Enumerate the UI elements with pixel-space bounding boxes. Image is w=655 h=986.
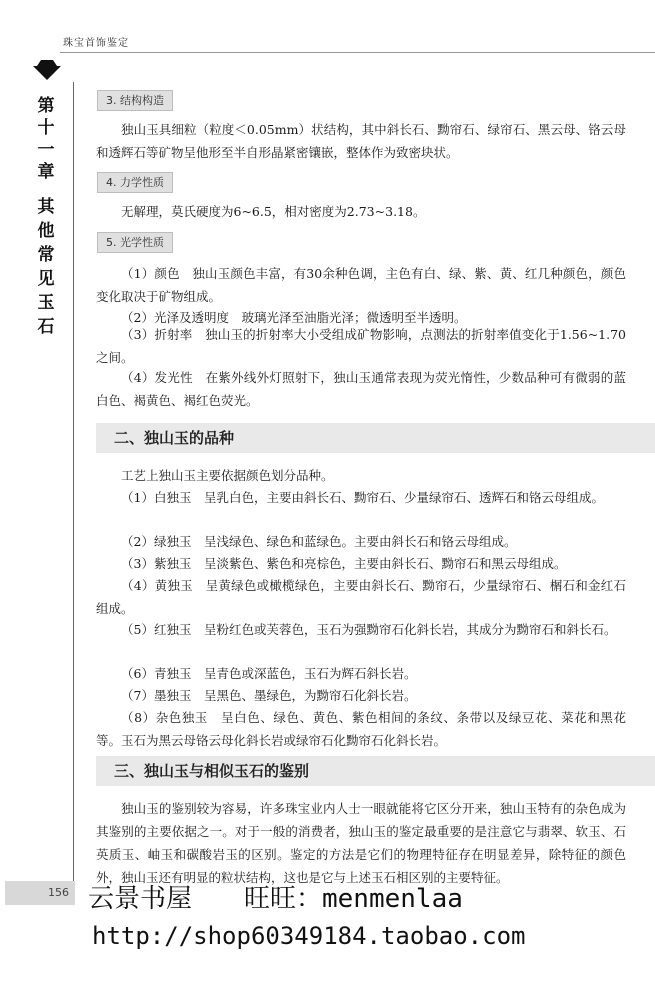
list-item-variety: （1）白独玉 呈乳白色，主要由斜长石、黝帘石、少量绿帘石、透辉石和铬云母组成。 (121, 490, 604, 505)
watermark-shop-name: 云景书屋 旺旺：menmenlaa (88, 884, 463, 914)
list-item-variety: （7）墨独玉 呈黑色、墨绿色，为黝帘石化斜长岩。 (121, 688, 417, 703)
list-item-variety: （2）绿独玉 呈浅绿色、绿色和蓝绿色。主要由斜长石和铬云母组成。 (121, 534, 517, 549)
paragraph-optical-color: （1）颜色 独山玉颜色丰富，有30余种色调，主色有白、绿、紫、黄、红几种颜色，颜色变化取决于矿物组成。 (96, 266, 626, 304)
page-number: 156 (5, 881, 75, 905)
list-item-variety: （8）杂色独玉 呈白色、绿色、黄色、紫色相间的条纹、条带以及绿豆花、菜花和黑花等。玉石为黑云母铬云母化斜长岩或绿帘石化黝帘石化斜长岩。 (96, 710, 626, 748)
watermark-shop-url: http://shop60349184.taobao.com (92, 922, 526, 950)
list-item-variety: （5）红独玉 呈粉红色或芙蓉色，玉石为强黝帘石化斜长岩，其成分为黝帘石和斜长石。 (121, 622, 617, 637)
section-title-varieties: 二、独山玉的品种 (96, 423, 655, 453)
paragraph-mechanical: 无解理，莫氏硬度为6~6.5，相对密度为2.73~3.18。 (121, 204, 426, 219)
paragraph-structure: 独山玉具细粒（粒度＜0.05mm）状结构，其中斜长石、黝帘石、绿帘石、黑云母、铬云母和透辉石等矿物呈他形至半自形晶紧密镶嵌，整体作为致密块状。 (96, 122, 626, 160)
side-rule (73, 82, 74, 882)
subheading-mechanical: 4. 力学性质 (97, 172, 173, 193)
list-item-variety: （6）青独玉 呈青色或深蓝色，玉石为辉石斜长岩。 (121, 666, 417, 681)
paragraph-varieties-intro: 工艺上独山玉主要依据颜色划分品种。 (121, 468, 334, 483)
chapter-number: 第十一章 (37, 96, 55, 182)
paragraph-identification: 独山玉的鉴别较为容易，许多珠宝业内人士一眼就能将它区分开来，独山玉特有的杂色成为其鉴别的主要依据之一。对于一般的消费者，独山玉的鉴定最重要的是注意它与翡翠、软玉、石英质玉、岫玉和碳酸岩玉的区别。鉴定的方法是它们的物理特征存在明显差异，除特征的颜色外，独山玉还有明显的粒状结构，这也是它与上述玉石相区别的主要特征。 (96, 801, 626, 885)
chapter-title: 其他常见玉石 (37, 197, 55, 337)
list-item-variety: （3）紫独玉 呈淡紫色、紫色和亮棕色，主要由斜长石、黝帘石和黑云母组成。 (121, 556, 567, 571)
subheading-optical: 5. 光学性质 (97, 232, 173, 253)
list-item-variety: （4）黄独玉 呈黄绿色或橄榄绿色，主要由斜长石、黝帘石，少量绿帘石、榍石和金红石组成。 (96, 578, 626, 616)
book-title: 珠宝首饰鉴定 (63, 38, 129, 49)
subheading-structure: 3. 结构构造 (97, 90, 173, 111)
paragraph-optical-ri: （3）折射率 独山玉的折射率大小受组成矿物影响，点测法的折射率值变化于1.56~1.70之间。 (96, 327, 626, 365)
section-title-identification: 三、独山玉与相似玉石的鉴别 (96, 756, 655, 786)
diamond-icon (33, 66, 61, 80)
paragraph-optical-luminescence: （4）发光性 在紫外线外灯照射下，独山玉通常表现为荧光惰性，少数品种可有微弱的蓝白色、褐黄色、褐红色荧光。 (96, 370, 626, 408)
paragraph-optical-luster: （2）光泽及透明度 玻璃光泽至油脂光泽；微透明至半透明。 (121, 310, 467, 325)
header-rule (60, 52, 655, 53)
